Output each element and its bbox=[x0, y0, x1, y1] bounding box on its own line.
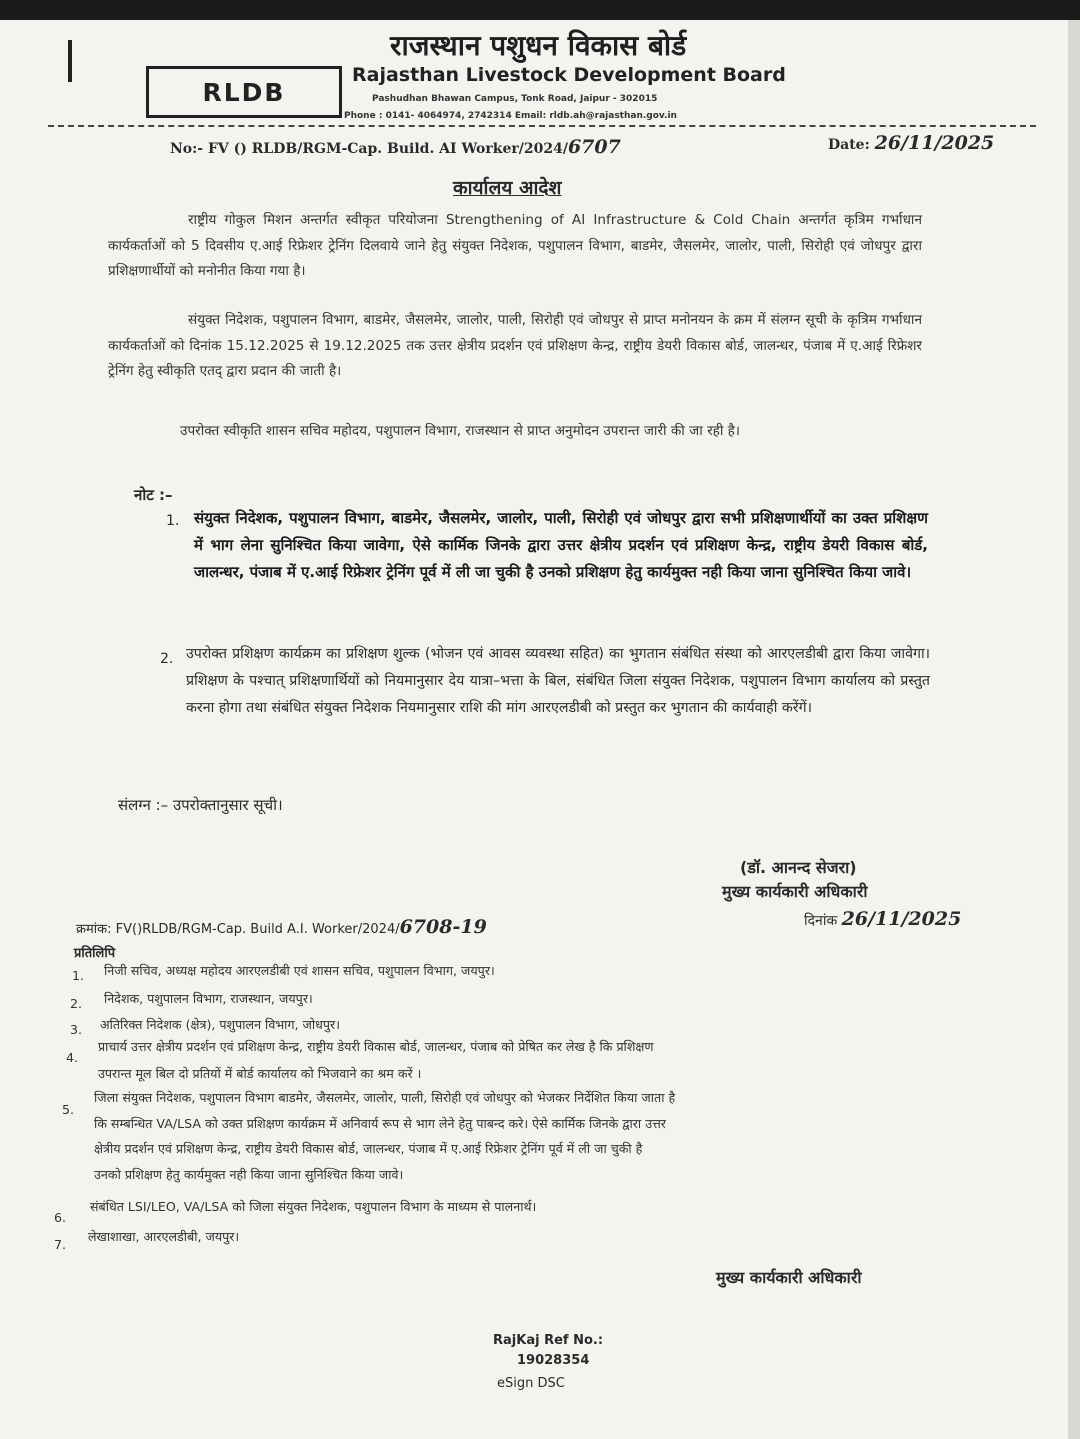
copy-item-2-number: 2. bbox=[70, 996, 83, 1011]
order-date bbox=[828, 132, 994, 154]
date-label: Date: bbox=[828, 137, 870, 153]
copy-item-5 bbox=[94, 1085, 1014, 1187]
logo-text: RLDB bbox=[202, 77, 286, 107]
copy-item-1-line-1: निजी सचिव, अध्यक्ष महोदय आरएलडीबी एवं शासन सचिव, पशुपालन विभाग, जयपुर। bbox=[104, 963, 495, 978]
board-title-english: Rajasthan Livestock Development Board bbox=[352, 64, 786, 86]
copy-item-2 bbox=[104, 988, 1004, 1010]
rldb-logo bbox=[146, 66, 342, 118]
enclosure-line: संलग्न :– उपरोक्तानुसार सूची। bbox=[118, 796, 283, 814]
margin-pen-mark bbox=[68, 40, 72, 82]
signatory-designation: मुख्य कार्यकारी अधिकारी bbox=[722, 882, 868, 901]
rajkaj-label: RajKaj Ref No.: bbox=[493, 1333, 604, 1348]
note-2-number: 2. bbox=[160, 651, 174, 667]
note-1-text: संयुक्त निदेशक, पशुपालन विभाग, बाडमेर, जैसलमेर, जालोर, पाली, सिरोही एवं जोधपुर द्वारा सभी प्रशिक्षणार्थीयों का उक्त प्रशिक्षण में भाग लेना सुनिश्चित किया जावेगा, ऐसे कार्मिक जिनके द्वारा उत्तर क्षेत्रीय प्रदर्शन एवं प्रशिक्षण केन्द्र, राष्ट्रीय डेयरी विकास बोर्ड, जालन्धर, पंजाब में ए.आई रिफ्रेशर ट्रेनिंग पूर्व में ली जा चुकी है उनको प्रशिक्षण हेतु कार्यमुक्त नही किया जाना सुनिश्चित किया जावे। bbox=[194, 509, 928, 581]
copy-item-1-number: 1. bbox=[72, 968, 85, 983]
copy-reference-number bbox=[76, 916, 487, 938]
copy-label: प्रतिलिपि bbox=[74, 946, 116, 961]
copy-item-7-line-1: लेखाशाखा, आरएलडीबी, जयपुर। bbox=[88, 1229, 240, 1244]
final-signatory-designation: मुख्य कार्यकारी अधिकारी bbox=[716, 1268, 862, 1287]
copy-item-5-line-2: कि सम्बन्धित VA/LSA को उक्त प्रशिक्षण कार्यक्रम में अनिवार्य रूप से भाग लेने हेतु पाबन्द करे। ऐसे कार्मिक जिनके द्वारा उत्तर bbox=[94, 1115, 666, 1131]
date-handwritten: 26/11/2025 bbox=[874, 132, 995, 154]
signatory-date-label: दिनांक bbox=[804, 913, 838, 929]
reference-prefix: No:- FV () RLDB/RGM-Cap. Build. AI Worker/2024/ bbox=[170, 141, 568, 157]
esign-label: eSign DSC bbox=[497, 1376, 565, 1391]
copy-item-7-number: 7. bbox=[54, 1237, 67, 1252]
signatory-date-handwritten: 26/11/2025 bbox=[841, 908, 962, 930]
copy-item-4-number: 4. bbox=[66, 1050, 79, 1065]
board-contact: Phone : 0141- 4064974, 2742314 Email: rldb.ah@rajasthan.gov.in bbox=[344, 111, 677, 121]
copy-item-5-line-4: उनको प्रशिक्षण हेतु कार्यमुक्त नही किया जाना सुनिश्चित किया जावे। bbox=[94, 1166, 404, 1182]
copy-reference-prefix: क्रमांक: FV()RLDB/RGM-Cap. Build A.I. Worker/2024/ bbox=[76, 922, 400, 937]
copy-reference-handwritten: 6708-19 bbox=[399, 916, 487, 938]
order-title: कार्यालय आदेश bbox=[453, 177, 562, 199]
copy-item-3-line-1: अतिरिक्त निदेशक (क्षेत्र), पशुपालन विभाग, जोधपुर। bbox=[100, 1017, 340, 1032]
order-paragraph-1: राष्ट्रीय गोकुल मिशन अन्तर्गत स्वीकृत परियोजना Strengthening of AI Infrastructure & Cold Chain अन्तर्गत कृत्रिम गर्भाधान कार्यकर्ताओं को 5 दिवसीय ए.आई रिफ्रेशर ट्रेनिंग दिलवाये जाने हेतु संयुक्त निदेशक, पशुपालन विभाग, बाडमेर, जैसलमेर, जालोर, पाली, सिरोही एवं जोधपुर द्वारा प्रशिक्षणार्थीयों को मनोनीत किया गया है। bbox=[108, 212, 922, 280]
order-paragraph-2: संयुक्त निदेशक, पशुपालन विभाग, बाडमेर, जैसलमेर, जालोर, पाली, सिरोही एवं जोधपुर से प्राप्त मनोनयन के क्रम में संलग्न सूची के कृत्रिम गर्भाधान कार्यकर्ताओं को दिनांक 15.12.2025 से 19.12.2025 तक उत्तर क्षेत्रीय प्रदर्शन एवं प्रशिक्षण केन्द्र, राष्ट्रीय डेयरी विकास बोर्ड, जालन्धर, पंजाब में ए.आई रिफ्रेशर ट्रेनिंग हेतु स्वीकृति एतद् द्वारा प्रदान की जाती है। bbox=[108, 312, 922, 380]
copy-item-5-line-3: क्षेत्रीय प्रदर्शन एवं प्रशिक्षण केन्द्र, राष्ट्रीय डेयरी विकास बोर्ड, जालन्धर, पंजाब में ए.आई रिफ्रेशर ट्रेनिंग पूर्व में ली जा चुकी है bbox=[94, 1141, 643, 1156]
top-border bbox=[0, 0, 1080, 20]
board-title-hindi: राजस्थान पशुधन विकास बोर्ड bbox=[390, 29, 687, 62]
copy-item-6 bbox=[90, 1196, 990, 1218]
order-paragraph-3: उपरोक्त स्वीकृति शासन सचिव महोदय, पशुपालन विभाग, राजस्थान से प्राप्त अनुमोदन उपरान्त जारी की जा रही है। bbox=[180, 423, 741, 439]
board-address: Pashudhan Bhawan Campus, Tonk Road, Jaipur - 302015 bbox=[372, 94, 658, 104]
reference-number bbox=[170, 136, 621, 158]
copy-item-1 bbox=[104, 960, 1004, 982]
signatory-name: (डॉ. आनन्द सेजरा) bbox=[740, 858, 857, 877]
right-edge-shadow bbox=[1068, 20, 1080, 1439]
copy-item-5-number: 5. bbox=[62, 1102, 75, 1117]
copy-item-4-line-1: प्राचार्य उत्तर क्षेत्रीय प्रदर्शन एवं प्रशिक्षण केन्द्र, राष्ट्रीय डेयरी विकास बोर्ड, जालन्धर, पंजाब को प्रेषित कर लेख है कि प्रशिक्षण bbox=[98, 1039, 654, 1054]
note-1-number: 1. bbox=[166, 513, 180, 529]
copy-item-5-line-1: जिला संयुक्त निदेशक, पशुपालन विभाग बाडमेर, जैसलमेर, जालोर, पाली, सिरोही एवं जोधपुर को भेजकर निर्देशित किया जाता है bbox=[94, 1090, 676, 1105]
copy-item-7 bbox=[88, 1226, 988, 1248]
copy-item-2-line-1: निदेशक, पशुपालन विभाग, राजस्थान, जयपुर। bbox=[104, 991, 313, 1006]
header-divider bbox=[48, 125, 1036, 127]
note-2-text: उपरोक्त प्रशिक्षण कार्यक्रम का प्रशिक्षण शुल्क (भोजन एवं आवस व्यवस्था सहित) का भुगतान संबंधित संस्था को आरएलडीबी द्वारा किया जावेगा। प्रशिक्षण के पश्चात् प्रशिक्षणार्थियों को नियमानुसार देय यात्रा–भत्ता के बिल, संबंधित जिला संयुक्त निदेशक, पशुपालन विभाग कार्यालय को प्रस्तुत करना होगा तथा संबंधित संयुक्त निदेशक नियमानुसार राशि की मांग आरएलडीबी को प्रस्तुत कर भुगतान की कार्यवाही करेंगें। bbox=[186, 646, 930, 716]
copy-item-4 bbox=[98, 1033, 998, 1087]
reference-handwritten: 6707 bbox=[567, 136, 621, 158]
copy-item-6-number: 6. bbox=[54, 1210, 67, 1225]
rajkaj-number: 19028354 bbox=[517, 1353, 590, 1368]
copy-item-3-number: 3. bbox=[70, 1022, 83, 1037]
copy-item-6-line-1: संबंधित LSI/LEO, VA/LSA को जिला संयुक्त निदेशक, पशुपालन विभाग के माध्यम से पालनार्थ। bbox=[90, 1199, 537, 1214]
note-label: नोट :– bbox=[134, 486, 173, 504]
copy-item-4-line-2: उपरान्त मूल बिल दो प्रतियों में बोर्ड कार्यालय को भिजवाने का श्रम करें । bbox=[98, 1066, 422, 1081]
signatory-date bbox=[804, 908, 961, 930]
